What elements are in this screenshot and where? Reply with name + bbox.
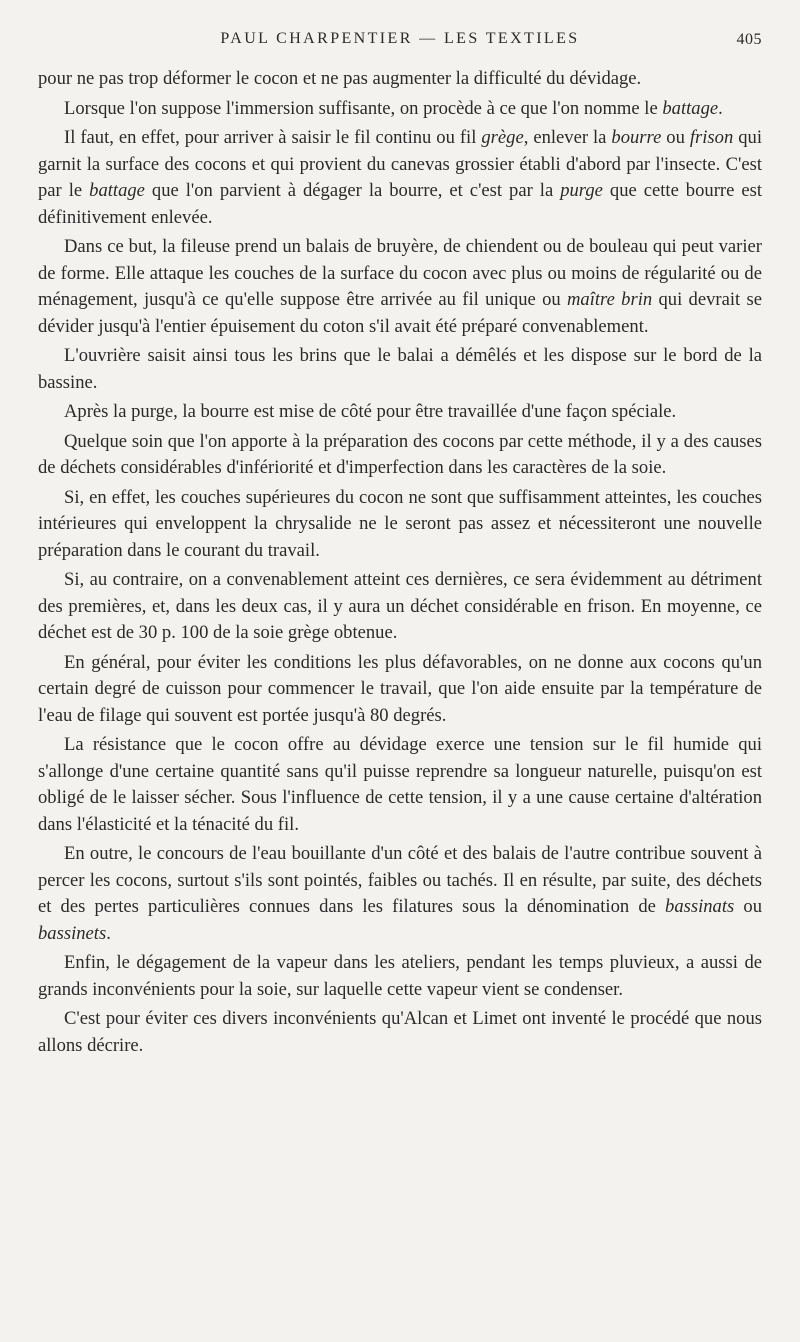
- text-run: , enlever la: [523, 127, 612, 148]
- text-run: Si, en effet, les couches supérieures du cocon ne sont que suffisamment atteintes, les couches intérieures qui enveloppent la chrysalide ne le seront pas assez et nécessiteront une nouvelle préparation dans le courant du travail.: [38, 486, 762, 561]
- italic-term: grège: [481, 127, 524, 148]
- italic-term: battage: [89, 180, 145, 201]
- text-run: qui garnit la surface des cocons et qui provient du canevas grossier établi d'abord par l'insecte. C'est par le: [38, 127, 762, 201]
- running-header: [38, 30, 762, 54]
- text-run: C'est pour éviter ces divers inconvénients qu'Alcan et Limet ont inventé le procédé que nous allons décrire.: [38, 1008, 762, 1056]
- paragraph: [38, 650, 762, 730]
- italic-term: purge: [560, 180, 603, 201]
- text-run: Enfin, le dégagement de la vapeur dans les ateliers, pendant les temps pluvieux, a aussi de grands inconvénients pour la soie, sur laquelle cette vapeur vient se condenser.: [38, 952, 762, 1000]
- text-run: Il faut, en effet, pour arriver à saisir le fil continu ou fil: [64, 127, 482, 148]
- paragraph: [38, 125, 762, 231]
- paragraph: [38, 96, 762, 123]
- text-run: que cette bourre est définitivement enlevée.: [38, 180, 762, 228]
- running-title: PAUL CHARPENTIER — LES TEXTILES: [220, 30, 580, 47]
- paragraph: [38, 343, 762, 396]
- italic-term: battage: [662, 97, 719, 119]
- text-run: En général, pour éviter les conditions les plus défavorables, on ne donne aux cocons qu'un certain degré de cuisson pour commencer le travail, que l'on aide ensuite par la température de l'eau de filage qui souvent est portée jusqu'à 80 degrés.: [38, 651, 762, 726]
- text-run: Quelque soin que l'on apporte à la préparation des cocons par cette méthode, il y a des causes de déchets considérables d'infériorité et d'imperfection dans les caractères de la soie.: [38, 430, 762, 478]
- paragraph: [38, 1006, 762, 1059]
- text-run: La résistance que le cocon offre au dévidage exerce une tension sur le fil humide qui s'allonge d'une certaine quantité sans qu'il puisse reprendre sa longueur naturelle, puisqu'on est obligé de le laisser sécher. Sous l'influence de cette tension, il y a une cause certaine d'altération dans l'élasticité et la ténacité du fil.: [38, 734, 762, 835]
- paragraph: [38, 732, 762, 838]
- paragraph: [38, 485, 762, 565]
- paragraph: [38, 429, 762, 482]
- text-run: ou: [661, 127, 690, 148]
- text-run: .: [718, 97, 723, 119]
- text-run: ou: [734, 896, 762, 917]
- italic-term: bassinets: [38, 922, 107, 944]
- text-run: Si, au contraire, on a convenablement atteint ces dernières, ce sera évidemment au détriment des premières, et, dans les deux cas, il y aura un déchet considérable en frison. En moyenne, ce déchet est de 30 p. 100 de la soie grège obtenue.: [38, 569, 762, 643]
- text-run: Après la purge, la bourre est mise de côté pour être travaillée d'une façon spéciale.: [64, 401, 677, 422]
- paragraph: [38, 234, 762, 340]
- text-run: pour ne pas trop déformer le cocon et ne pas augmenter la difficulté du dévidage.: [38, 68, 642, 89]
- italic-term: bassinats: [665, 896, 735, 917]
- italic-term: bourre: [611, 127, 662, 148]
- text-run: que l'on parvient à dégager la bourre, et c'est par la: [144, 180, 561, 201]
- text-run: qui devrait se dévider jusqu'à l'entier épuisement du coton s'il avait été préparé convenablement.: [38, 289, 762, 337]
- paragraph: [38, 950, 762, 1003]
- page-number: 405: [736, 31, 762, 48]
- body-text: [38, 66, 762, 1059]
- paragraph: [38, 66, 762, 93]
- paragraph: [38, 567, 762, 647]
- text-run: Dans ce but, la fileuse prend un balais de bruyère, de chiendent ou de bouleau qui peut varier de forme. Elle attaque les couches de la surface du cocon avec plus ou moins de régularité ou de ménagement, jusqu'à ce qu'elle suppose être arrivée au fil unique ou: [38, 236, 762, 310]
- italic-term: frison: [689, 127, 734, 148]
- text-run: En outre, le concours de l'eau bouillante d'un côté et des balais de l'autre contribue souvent à percer les cocons, surtout s'ils sont pointés, faibles ou tachés. Il en résulte, par suite, des déchets et des pertes particulières connues dans les filatures sous la dénomination de: [38, 843, 762, 917]
- italic-term: maître brin: [566, 289, 653, 310]
- text-run: Lorsque l'on suppose l'immersion suffisante, on procède à ce que l'on nomme le: [64, 97, 663, 119]
- text-run: .: [106, 922, 111, 944]
- paragraph: [38, 399, 762, 426]
- text-run: L'ouvrière saisit ainsi tous les brins que le balai a démêlés et les dispose sur le bord de la bassine.: [38, 345, 762, 393]
- paragraph: [38, 841, 762, 947]
